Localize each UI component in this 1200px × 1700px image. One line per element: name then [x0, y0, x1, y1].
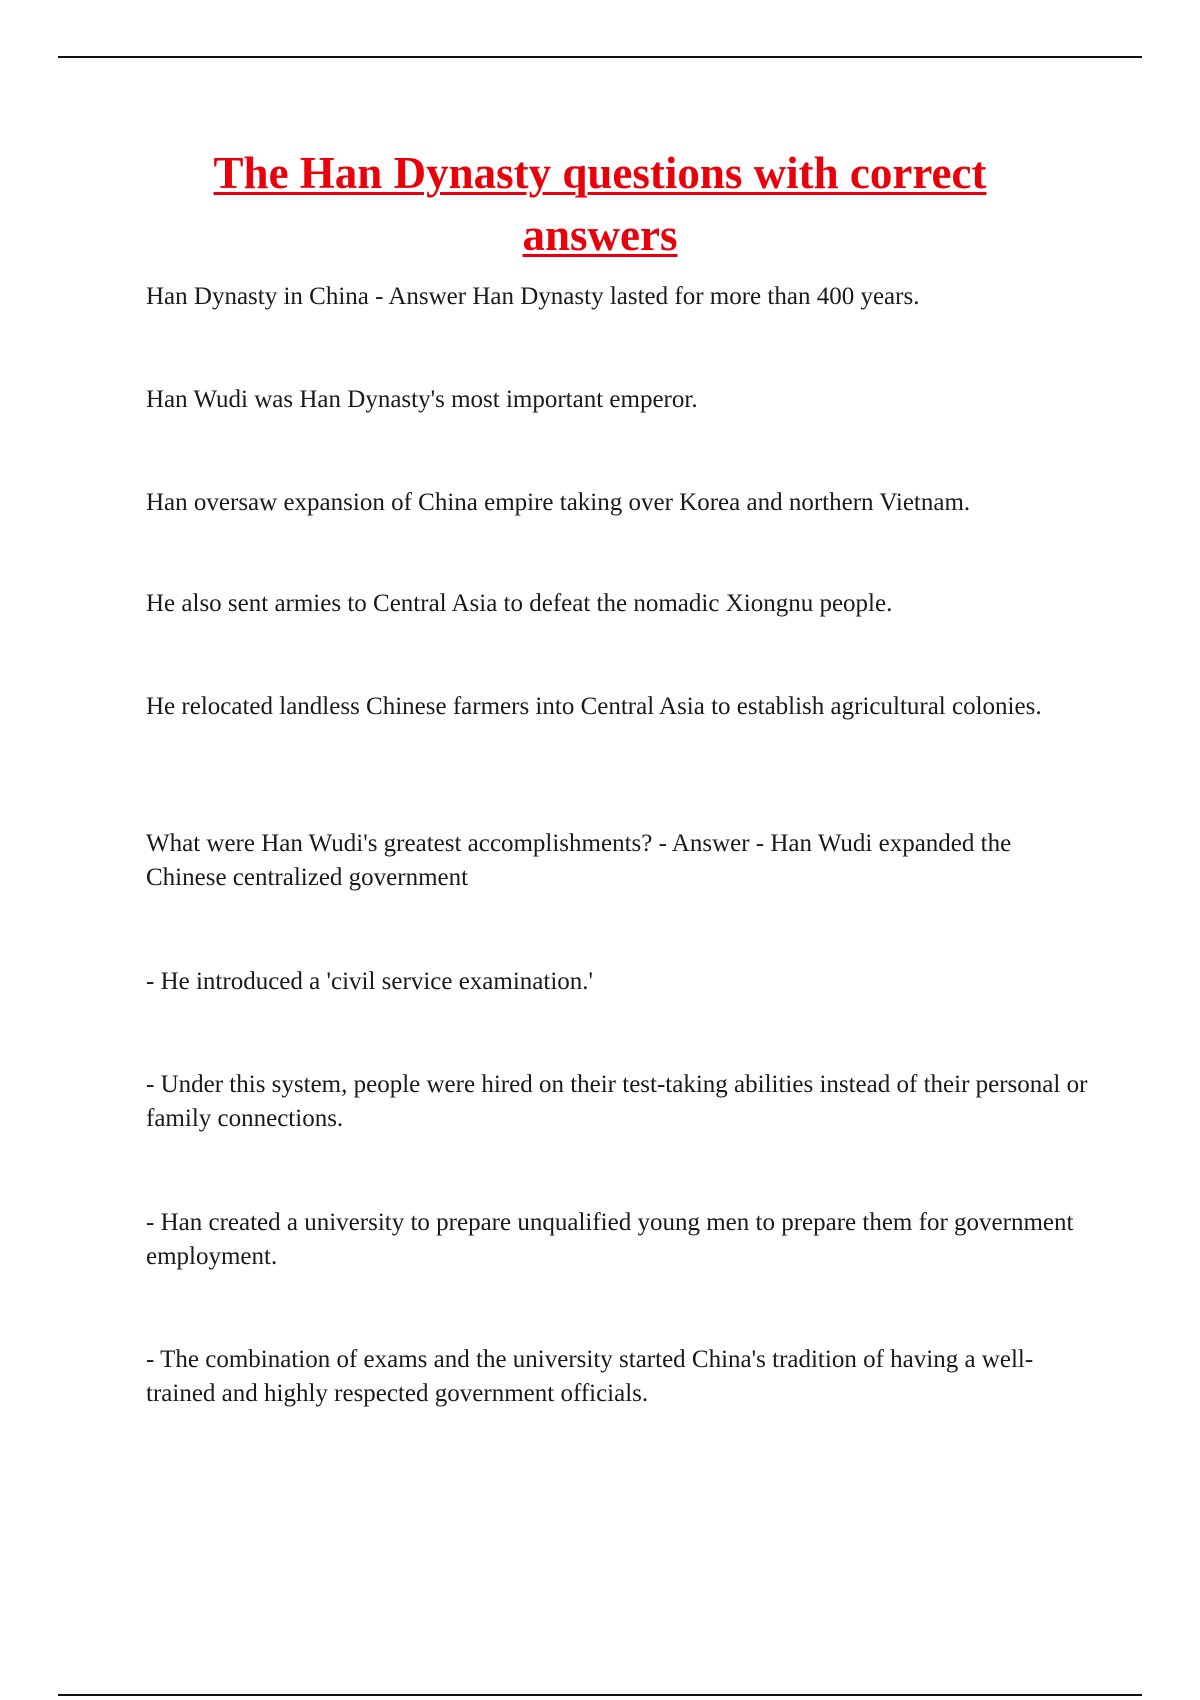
paragraph: - He introduced a 'civil service examination.'	[146, 968, 594, 995]
paragraph: - Han created a university to prepare unqualified young men to prepare them for government employment.	[146, 1209, 1074, 1270]
bottom-divider	[58, 1694, 1142, 1696]
paragraph: - The combination of exams and the university started China's tradition of having a well-trained and highly respected government officials.	[146, 1346, 1034, 1407]
paragraph: Han Wudi was Han Dynasty's most important emperor.	[146, 386, 698, 413]
paragraph: - Under this system, people were hired on their test-taking abilities instead of their personal or family connections.	[146, 1071, 1088, 1132]
paragraph: Han oversaw expansion of China empire taking over Korea and northern Vietnam.	[146, 489, 971, 516]
paragraph: Han Dynasty in China - Answer Han Dynasty lasted for more than 400 years.	[146, 283, 920, 310]
top-divider	[58, 56, 1142, 58]
paragraph: He also sent armies to Central Asia to defeat the nomadic Xiongnu people.	[146, 590, 893, 617]
document-title: The Han Dynasty questions with correct answers	[213, 148, 987, 260]
paragraph: He relocated landless Chinese farmers into Central Asia to establish agricultural colonies.	[146, 693, 1042, 720]
paragraph: What were Han Wudi's greatest accomplishments? - Answer - Han Wudi expanded the Chinese centralized government	[146, 830, 1012, 891]
